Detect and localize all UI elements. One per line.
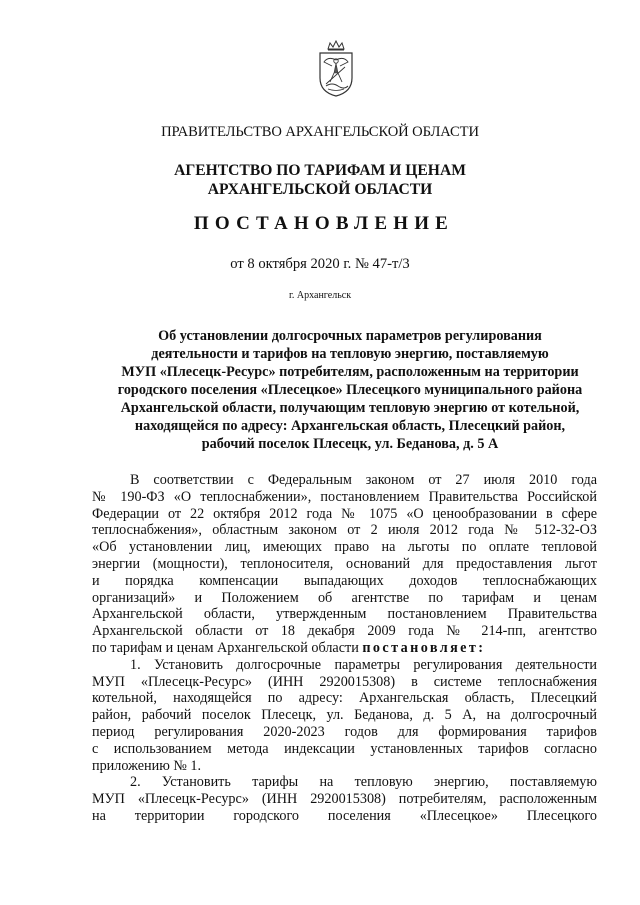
body-line: Архангельской области, утвержденным постановлением Правительства (92, 606, 597, 623)
body-line: № 190-ФЗ «О теплоснабжении», постановлением Правительства Российской (92, 488, 597, 505)
body-line: «Об установлении лиц, имеющих право на льготы по оплате тепловой (92, 539, 597, 556)
agency-name (0, 161, 640, 199)
paragraph-1-line: МУП «Плесецк-Ресурс» (ИНН 2920015308) в системе теплоснабжения (92, 673, 597, 690)
body-line-prefix: по тарифам и ценам Архангельской области (92, 639, 363, 656)
paragraph-1-line: с использованием метода индексации установленных тарифов согласно (92, 740, 597, 757)
title-line: деятельности и тарифов на тепловую энергию, поставляемую (151, 346, 549, 362)
body-line: организаций» и Положением об агентстве по тарифам и ценам (92, 589, 597, 606)
paragraph-2-line: МУП «Плесецк-Ресурс» (ИНН 2920015308) потребителям, расположенным (92, 791, 597, 808)
resolves-colon: : (478, 639, 486, 656)
body-line: В соответствии с Федеральным законом от 27 июля 2010 года (130, 472, 597, 488)
document-title (100, 327, 600, 453)
document-type: ПОСТАНОВЛЕНИЕ (193, 213, 455, 234)
paragraph-1-line: котельной, находящейся по адресу: Архангельская область, Плесецкий (92, 690, 597, 707)
title-line: находящейся по адресу: Архангельская область, Плесецкий район, (134, 418, 566, 434)
document-body (92, 472, 597, 825)
document-date-number: от 8 октября 2020 г. № 47-т/3 (230, 256, 410, 272)
body-line: Федерации от 22 октября 2012 года № 1075 «О ценообразовании в сфере (92, 505, 597, 522)
paragraph-1-line: район, рабочий поселок Плесецк, ул. Беданова, д. 5 А, на долгосрочный (92, 707, 597, 724)
paragraph-1-line: 1. Установить долгосрочные параметры регулирования деятельности (130, 656, 597, 673)
title-line: Об установлении долгосрочных параметров регулирования (158, 328, 542, 344)
body-line: энергии (мощности), теплоносителя, оснований для предоставления льгот (92, 555, 597, 572)
body-line: и порядка компенсации выпадающих доходов теплоснабжающих (92, 572, 597, 589)
body-line: Архангельской области от 18 декабря 2009 года № 214-пп, агентство (92, 623, 597, 640)
agency-name-line-2: АРХАНГЕЛЬСКОЙ ОБЛАСТИ (207, 181, 433, 198)
coat-of-arms-icon (316, 40, 356, 98)
paragraph-2-line: на территории городского поселения «Плесецкое» Плесецкого (92, 807, 597, 824)
resolves-word: постановляет (362, 639, 479, 656)
body-line-resolves (92, 640, 597, 657)
paragraph-1-line: приложению № 1. (92, 757, 202, 774)
paragraph-2-line: 2. Установить тарифы на тепловую энергию, поставляемую (130, 774, 597, 791)
government-name: ПРАВИТЕЛЬСТВО АРХАНГЕЛЬСКОЙ ОБЛАСТИ (161, 124, 479, 140)
title-line: Архангельской области, получающим тепловую энергию от котельной, (120, 400, 580, 416)
document-place: г. Архангельск (288, 290, 352, 301)
title-line: городского поселения «Плесецкое» Плесецкого муниципального района (117, 382, 583, 398)
paragraph-1-line: период регулирования 2020-2023 годов для формирования тарифов (92, 723, 597, 740)
title-line: МУП «Плесецк-Ресурс» потребителям, расположенным на территории (121, 364, 579, 380)
title-line: рабочий поселок Плесецк, ул. Беданова, д. 5 А (201, 436, 499, 452)
body-line: теплоснабжения», областным законом от 2 июля 2012 года № 512-32-ОЗ (92, 522, 597, 539)
agency-name-line-1: АГЕНТСТВО ПО ТАРИФАМ И ЦЕНАМ (174, 162, 466, 179)
